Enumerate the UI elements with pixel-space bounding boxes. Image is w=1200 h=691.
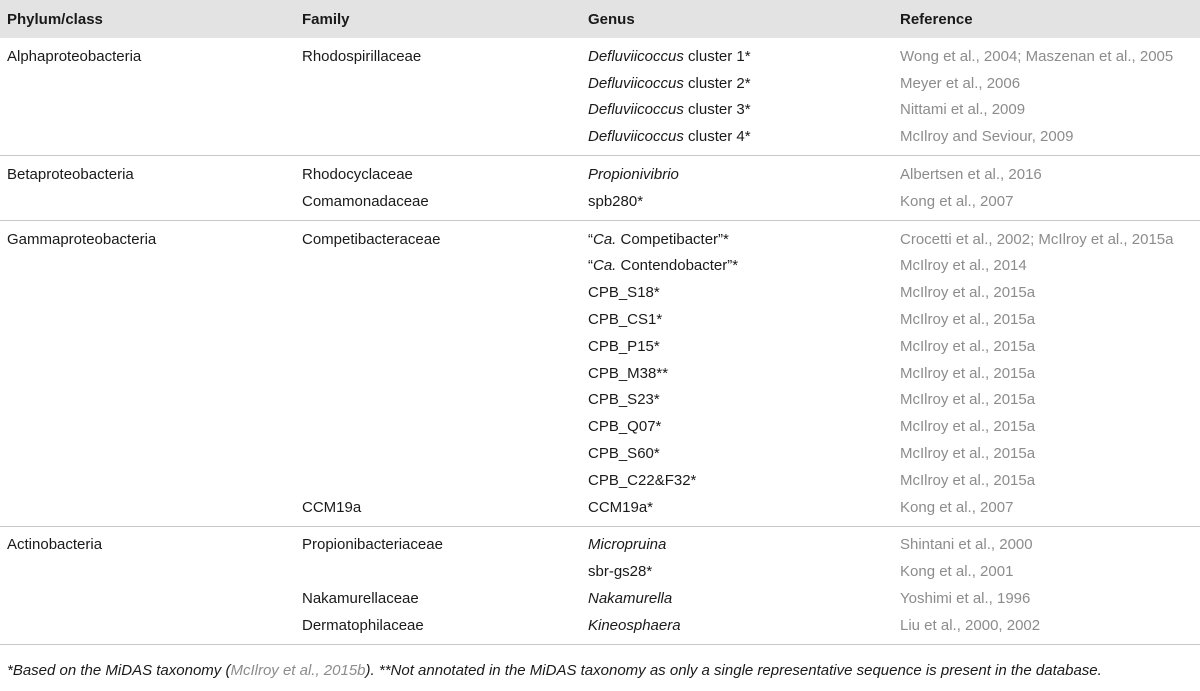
genus-suffix-part: sbr-gs28* — [588, 563, 653, 581]
cell-phylum-class — [0, 70, 302, 97]
cell-phylum-class — [0, 467, 302, 494]
table-body — [0, 38, 1200, 644]
cell-genus — [588, 387, 900, 414]
table-row — [0, 97, 1200, 124]
table-row — [0, 156, 1200, 188]
genus-suffix-part: CPB_P15* — [588, 337, 660, 355]
cell-genus — [588, 70, 900, 97]
cell-genus — [588, 494, 900, 526]
cell-reference[interactable]: Crocetti et al., 2002; McIlroy et al., 2015a — [900, 230, 1174, 248]
genus-italic-part: Nakamurella — [588, 590, 673, 608]
genus-italic-part: Kineosphaera — [588, 616, 681, 634]
cell-family — [302, 558, 588, 585]
table-row — [0, 123, 1200, 155]
table-row — [0, 585, 1200, 612]
cell-family — [302, 306, 588, 333]
genus-italic-part: Ca. — [593, 257, 617, 275]
cell-genus — [588, 38, 900, 70]
cell-family — [302, 467, 588, 494]
cell-family — [302, 70, 588, 97]
cell-reference[interactable]: Nittami et al., 2009 — [900, 101, 1026, 119]
table-row — [0, 526, 1200, 558]
cell-family: Rhodocyclaceae — [302, 166, 413, 184]
cell-phylum-class — [0, 558, 302, 585]
genus-suffix-part: CCM19a* — [588, 498, 654, 516]
table-row — [0, 70, 1200, 97]
genus-italic-part: Propionivibrio — [588, 166, 679, 184]
genus-suffix-part: spb280* — [588, 192, 644, 210]
genus-italic-part: Defluviicoccus — [588, 101, 684, 119]
cell-genus — [588, 333, 900, 360]
genus-italic-part: Defluviicoccus — [588, 47, 684, 65]
cell-reference[interactable]: Kong et al., 2007 — [900, 494, 1200, 526]
cell-reference[interactable]: Kong et al., 2007 — [900, 188, 1200, 220]
table-row — [0, 253, 1200, 280]
cell-phylum-class — [0, 585, 302, 612]
genus-suffix-part: CPB_S23* — [588, 391, 660, 409]
cell-reference[interactable]: McIlroy et al., 2015a — [900, 337, 1036, 355]
cell-phylum-class — [0, 440, 302, 467]
cell-reference[interactable]: Yoshimi et al., 1996 — [900, 590, 1031, 608]
cell-genus — [588, 306, 900, 333]
cell-phylum-class: Gammaproteobacteria — [7, 230, 157, 248]
genus-suffix-part: CPB_Q07* — [588, 418, 662, 436]
cell-phylum-class — [0, 123, 302, 155]
table-row — [0, 279, 1200, 306]
cell-phylum-class — [0, 333, 302, 360]
header-genus: Genus — [588, 10, 635, 28]
cell-reference[interactable]: McIlroy et al., 2015a — [900, 471, 1036, 489]
table-row — [0, 306, 1200, 333]
cell-phylum-class — [0, 387, 302, 414]
genus-suffix-part: CPB_S60* — [588, 445, 660, 463]
cell-phylum-class: Alphaproteobacteria — [7, 47, 142, 65]
table-row — [0, 360, 1200, 387]
cell-reference[interactable]: McIlroy et al., 2015a — [900, 445, 1036, 463]
table-header-row — [0, 0, 1200, 38]
cell-phylum-class — [0, 360, 302, 387]
footnote-text-start: *Based on the MiDAS taxonomy ( — [7, 662, 231, 679]
genus-suffix-part: CPB_M38** — [588, 364, 669, 382]
table-row — [0, 38, 1200, 70]
genus-suffix-part: cluster 4* — [683, 128, 751, 146]
cell-phylum-class: Betaproteobacteria — [7, 166, 134, 184]
genus-italic-part: Defluviicoccus — [588, 74, 684, 92]
cell-genus — [588, 360, 900, 387]
cell-family — [302, 333, 588, 360]
cell-family — [302, 123, 588, 155]
cell-genus — [588, 413, 900, 440]
cell-genus — [588, 558, 900, 585]
genus-suffix-part: CPB_C22&F32* — [588, 471, 697, 489]
cell-phylum-class — [0, 188, 302, 220]
cell-family — [302, 253, 588, 280]
genus-italic-part: Micropruina — [588, 536, 667, 554]
cell-family: Competibacteraceae — [302, 230, 441, 248]
table-row — [0, 333, 1200, 360]
cell-family — [302, 387, 588, 414]
genus-suffix-part: cluster 3* — [683, 101, 751, 119]
cell-reference[interactable]: McIlroy et al., 2015a — [900, 311, 1036, 329]
genus-quote-open: “ — [588, 230, 593, 248]
table-footnote — [7, 662, 1197, 679]
cell-reference[interactable]: Shintani et al., 2000 — [900, 536, 1033, 554]
cell-family — [302, 440, 588, 467]
genus-suffix-part: cluster 1* — [683, 47, 751, 65]
cell-family: Dermatophilaceae — [302, 612, 588, 644]
table-row — [0, 558, 1200, 585]
genus-quote-open: “ — [588, 257, 593, 275]
genus-suffix-part: CPB_CS1* — [588, 311, 663, 329]
table-row — [0, 494, 1200, 526]
table-row — [0, 413, 1200, 440]
cell-genus — [588, 440, 900, 467]
cell-genus — [588, 585, 900, 612]
cell-phylum-class: Actinobacteria — [7, 536, 103, 554]
cell-reference[interactable]: McIlroy et al., 2015a — [900, 364, 1036, 382]
genus-suffix-part: CPB_S18* — [588, 284, 660, 302]
cell-genus — [588, 220, 900, 252]
cell-genus — [588, 188, 900, 220]
cell-phylum-class — [0, 97, 302, 124]
cell-phylum-class — [0, 253, 302, 280]
cell-reference[interactable]: Albertsen et al., 2016 — [900, 166, 1042, 184]
cell-reference[interactable]: Wong et al., 2004; Maszenan et al., 2005 — [900, 47, 1174, 65]
cell-genus — [588, 279, 900, 306]
cell-reference[interactable]: McIlroy et al., 2015a — [900, 418, 1036, 436]
cell-genus — [588, 97, 900, 124]
cell-reference[interactable]: Liu et al., 2000, 2002 — [900, 612, 1200, 644]
cell-family — [302, 97, 588, 124]
cell-phylum-class — [0, 494, 302, 526]
table-row — [0, 387, 1200, 414]
cell-reference[interactable]: McIlroy et al., 2014 — [900, 257, 1027, 275]
cell-family: Comamonadaceae — [302, 188, 588, 220]
table-row — [0, 467, 1200, 494]
cell-reference[interactable]: Kong et al., 2001 — [900, 563, 1014, 581]
cell-reference[interactable]: McIlroy and Seviour, 2009 — [900, 123, 1200, 155]
cell-family — [302, 279, 588, 306]
table-row — [0, 220, 1200, 252]
table-row — [0, 188, 1200, 220]
genus-italic-part: Ca. — [593, 230, 617, 248]
table-row — [0, 440, 1200, 467]
cell-phylum-class — [0, 279, 302, 306]
cell-genus — [588, 123, 900, 155]
header-family: Family — [302, 10, 350, 28]
cell-phylum-class — [0, 306, 302, 333]
cell-family: Rhodospirillaceae — [302, 47, 422, 65]
genus-suffix-part: Competibacter”* — [616, 230, 729, 248]
cell-genus — [588, 467, 900, 494]
table-row — [0, 612, 1200, 644]
cell-reference[interactable]: McIlroy et al., 2015a — [900, 284, 1036, 302]
cell-family — [302, 360, 588, 387]
cell-family: Propionibacteriaceae — [302, 536, 443, 554]
cell-genus — [588, 156, 900, 188]
header-phylum-class: Phylum/class — [7, 10, 103, 28]
genus-suffix-part: Contendobacter”* — [616, 257, 739, 275]
cell-genus — [588, 253, 900, 280]
header-reference: Reference — [900, 10, 973, 28]
genus-suffix-part: cluster 2* — [683, 74, 751, 92]
cell-genus — [588, 612, 900, 644]
footnote-text-end: ). **Not annotated in the MiDAS taxonomy as only a single representative sequence is present in the database. — [365, 662, 1102, 679]
genus-italic-part: Defluviicoccus — [588, 128, 684, 146]
cell-family: Nakamurellaceae — [302, 590, 419, 608]
cell-family: CCM19a — [302, 494, 588, 526]
cell-family — [302, 413, 588, 440]
footnote-reference-link[interactable]: McIlroy et al., 2015b — [230, 662, 366, 679]
cell-reference[interactable]: Meyer et al., 2006 — [900, 74, 1021, 92]
cell-phylum-class — [0, 413, 302, 440]
cell-reference[interactable]: McIlroy et al., 2015a — [900, 391, 1036, 409]
cell-phylum-class — [0, 612, 302, 644]
cell-genus — [588, 526, 900, 558]
